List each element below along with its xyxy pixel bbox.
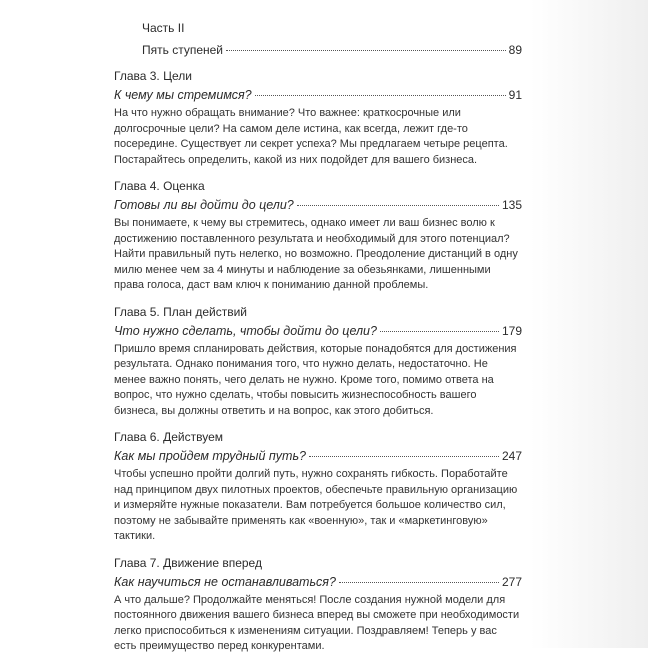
chapter-title: Глава 5. План действий bbox=[114, 304, 248, 319]
chapter-description: Пришло время спланировать действия, которые понадобятся для достижения результата. Однако понимания того, что нужно делать, недостаточно. Не менее важно понять, чего делать не нужно. Кроме того, помимо ответа на вопрос, что нужно сделать, чтобы повысить жизнеспособность вашего бизнеса, вы должны ответить и на вопрос, как этого добиться. bbox=[114, 342, 517, 417]
chapter-entry-3 bbox=[114, 68, 522, 168]
dot-leader bbox=[226, 50, 506, 51]
chapter-subtitle: Что нужно сделать, чтобы дойти до цели? bbox=[114, 323, 377, 338]
chapter-toc-line[interactable] bbox=[114, 87, 522, 103]
chapter-title: Глава 3. Цели bbox=[114, 69, 192, 83]
chapter-entry-7 bbox=[114, 555, 522, 655]
dot-leader bbox=[297, 205, 499, 206]
part-toc-line[interactable] bbox=[142, 42, 522, 58]
chapter-entry-6 bbox=[114, 429, 522, 545]
dot-leader bbox=[380, 331, 499, 332]
chapter-entry-4 bbox=[114, 178, 522, 294]
table-of-contents bbox=[114, 14, 522, 655]
chapter-title: Глава 4. Оценка bbox=[114, 179, 205, 193]
page-number: 277 bbox=[501, 574, 522, 589]
page-number: 179 bbox=[501, 323, 522, 338]
dot-leader bbox=[309, 456, 499, 457]
page-number: 91 bbox=[508, 88, 522, 102]
chapter-subtitle: Как мы пройдем трудный путь? bbox=[114, 449, 306, 463]
page-number: 89 bbox=[508, 43, 522, 57]
chapter-description: Чтобы успешно пройти долгий путь, нужно сохранять гибкость. Поработайте над принципом двух пилотных проектов, обеспечьте правильную организацию и измеряйте нужные показатели. Вам потребуется большое количество сил, поэтому не забывайте применять как «военную», так и «маркетинговую» тактики. bbox=[114, 468, 518, 542]
chapter-title: Глава 6. Действуем bbox=[114, 430, 223, 444]
dot-leader bbox=[339, 582, 499, 583]
part-subtitle: Пять ступеней bbox=[142, 43, 224, 57]
chapter-subtitle: Готовы ли вы дойти до цели? bbox=[114, 198, 294, 212]
chapter-entry-5 bbox=[114, 304, 522, 420]
part-title: Часть II bbox=[142, 21, 185, 35]
chapter-toc-line[interactable] bbox=[114, 197, 522, 213]
chapter-toc-line[interactable] bbox=[114, 574, 522, 590]
chapter-subtitle: К чему мы стремимся? bbox=[114, 88, 252, 102]
chapter-title: Глава 7. Движение вперед bbox=[114, 555, 262, 570]
page-bleed-through bbox=[530, 0, 648, 648]
chapter-description: А что дальше? Продолжайте меняться! После создания нужной модели для постоянного движения вашего бизнеса вперед вы сможете при необходимости легко приспособиться к изменениям ситуации. Поздравляем! Теперь у вас есть преимущество перед конкурентами. bbox=[114, 593, 520, 652]
page-number: 135 bbox=[501, 198, 522, 212]
chapter-toc-line[interactable] bbox=[114, 323, 522, 339]
chapter-subtitle: Как научиться не останавливаться? bbox=[114, 574, 336, 589]
part-entry bbox=[142, 20, 522, 58]
chapter-description: На что нужно обращать внимание? Что важнее: краткосрочные или долгосрочные цели? На самом деле истина, как всегда, лежит где-то посередине. Существует ли секрет успеха? Мы предлагаем четыре рецепта. Постарайтесь определить, какой из них подойдет для вашего бизнеса. bbox=[114, 107, 508, 166]
page-number: 247 bbox=[501, 449, 522, 463]
dot-leader bbox=[255, 95, 506, 96]
chapter-description: Вы понимаете, к чему вы стремитесь, однако имеет ли ваш бизнес волю к достижению поставленного результата и необходимый для этого потенциал? Найти правильный путь нелегко, но возможно. Преодоление дистанций в одну милю менее чем за 4 минуты и наблюдение за обезьянками, лишенными права голоса, даст вам ключ к пониманию данной проблемы. bbox=[114, 217, 518, 291]
chapter-toc-line[interactable] bbox=[114, 448, 522, 464]
